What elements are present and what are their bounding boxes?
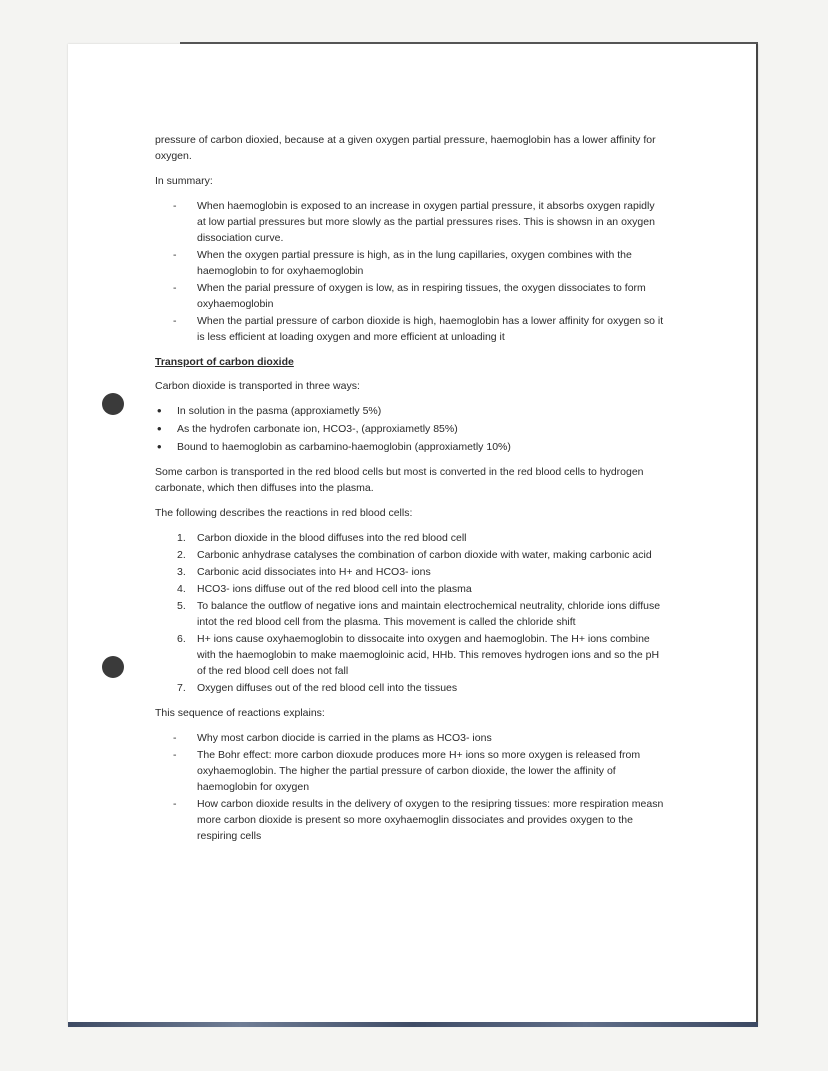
punch-hole-top: [102, 393, 124, 415]
reaction-number: 3.: [177, 566, 186, 578]
reaction-text: Oxygen diffuses out of the red blood cell into the tissues: [197, 682, 458, 694]
reaction-number: 4.: [177, 583, 186, 595]
reaction-item: [155, 530, 665, 546]
summary-item: - When the partial pressure of carbon dioxide is high, haemoglobin has a lower affinity for oxygen so it is less efficient at loading oxygen and more efficient at unloading it: [155, 313, 665, 345]
paper-bottom-edge: [68, 1022, 758, 1027]
reaction-item: [155, 680, 665, 696]
punch-hole-bottom: [102, 656, 124, 678]
reaction-number: 5.: [177, 600, 186, 612]
reaction-item: [155, 564, 665, 580]
reaction-item: [155, 598, 665, 630]
intro-paragraph: pressure of carbon dioxied, because at a given oxygen partial pressure, haemoglobin has a lower affinity for oxygen.: [155, 134, 656, 162]
reaction-item: [155, 547, 665, 563]
reaction-text: HCO3- ions diffuse out of the red blood cell into the plasma: [197, 583, 472, 595]
transport-item: • As the hydrofen carbonate ion, HCO3-, (approxiametly 85%): [155, 421, 665, 437]
reaction-text: Carbonic acid dissociates into H+ and HCO3- ions: [197, 566, 431, 578]
reaction-text: H+ ions cause oxyhaemoglobin to dissocaite into oxygen and haemoglobin. The H+ ions combine with the haemoglobin to make maemogloinic acid, HHb. This removes hydrogen ions and so the pH of the red blood cell does not fall: [197, 633, 660, 677]
transport-intro: Carbon dioxide is transported in three ways:: [155, 380, 360, 392]
reaction-number: 7.: [177, 682, 186, 694]
explains-item: - The Bohr effect: more carbon dioxude produces more H+ ions so more oxygen is released from oxyhaemoglobin. The higher the partial pressure of carbon dioxide, the lower the affinity of haemoglobin for oxygen: [155, 747, 665, 795]
section-heading: Transport of carbon dioxide: [155, 356, 294, 368]
reaction-item: [155, 581, 665, 597]
paper-right-edge: [756, 44, 758, 1026]
transport-item: • Bound to haemoglobin as carbamino-haemoglobin (approxiametly 10%): [155, 439, 665, 455]
explains-item: - How carbon dioxide results in the delivery of oxygen to the resipring tissues: more respiration measn more carbon dioxide is present so more oxyhaemoglin dissociates and provides oxygen to the respiring cells: [155, 796, 665, 844]
reaction-number: 6.: [177, 633, 186, 645]
reaction-number: 1.: [177, 532, 186, 544]
paper-top-edge: [180, 42, 758, 44]
transport-item: • In solution in the pasma (approxiametly 5%): [155, 403, 665, 419]
summary-item: - When the parial pressure of oxygen is low, as in respiring tissues, the oxygen dissociates to form oxyhaemoglobin: [155, 280, 665, 312]
transport-list: [155, 403, 665, 455]
reaction-item: [155, 631, 665, 679]
explains-list: [155, 730, 665, 844]
summary-item: - When haemoglobin is exposed to an increase in oxygen partial pressure, it absorbs oxygen rapidly at low partial pressures but more slowly as the partial pressures rises. This is showsn in an oxygen dissociation curve.: [155, 198, 665, 246]
document-body: [155, 132, 665, 853]
summary-label: In summary:: [155, 175, 213, 187]
summary-item: - When the oxygen partial pressure is high, as in the lung capillaries, oxygen combines with the haemoglobin to for oxyhaemoglobin: [155, 247, 665, 279]
reactions-list: [155, 530, 665, 696]
reaction-text: Carbon dioxide in the blood diffuses into the red blood cell: [197, 532, 467, 544]
explains-intro: This sequence of reactions explains:: [155, 707, 325, 719]
reactions-intro: The following describes the reactions in red blood cells:: [155, 507, 413, 519]
explains-item: - Why most carbon diocide is carried in the plams as HCO3- ions: [155, 730, 665, 746]
summary-list: [155, 198, 665, 345]
reaction-text: Carbonic anhydrase catalyses the combination of carbon dioxide with water, making carbonic acid: [197, 549, 652, 561]
reaction-text: To balance the outflow of negative ions and maintain electrochemical neutrality, chloride ions diffuse intot the red blood cell from the plasma. This movement is called the chloride shift: [197, 600, 661, 628]
conversion-paragraph: Some carbon is transported in the red blood cells but most is converted in the red blood cells to hydrogen carbonate, which then diffuses into the plasma.: [155, 466, 644, 494]
reaction-number: 2.: [177, 549, 186, 561]
